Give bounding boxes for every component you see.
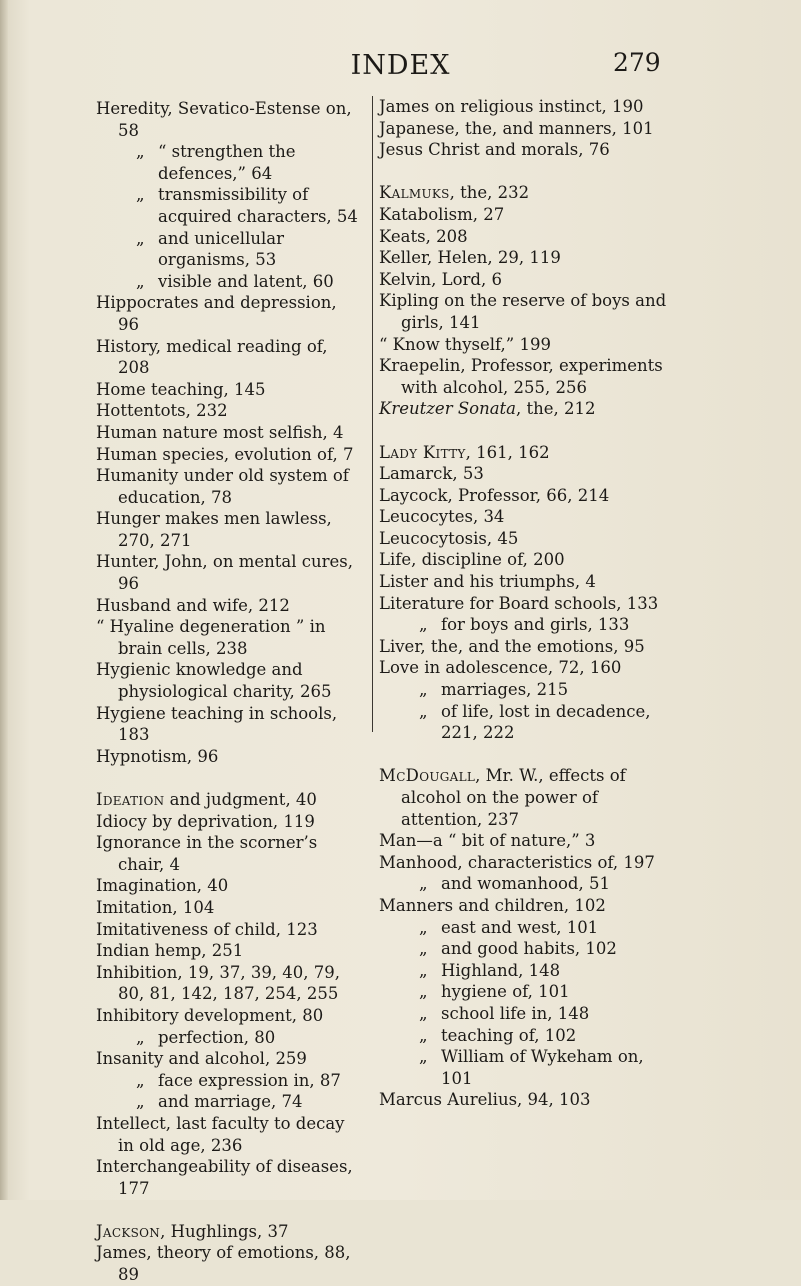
index-entry [379,636,669,658]
ditto-mark: „ [419,917,428,937]
index-entry-text: Liver, the, and the emotions, 95 [379,636,645,656]
index-subentry [379,917,669,939]
ditto-mark: „ [419,982,428,1002]
index-entry-text: , the, 232 [449,183,530,203]
index-entry [379,290,669,333]
index-entry [96,595,358,617]
index-entry [96,1242,358,1285]
ditto-mark: „ [419,1025,428,1045]
index-entry-text: marriages, 215 [441,680,569,700]
index-entry [379,506,669,528]
index-entry-text: transmissibility of acquired characters, 54 [158,185,358,226]
index-entry [96,897,358,919]
index-entry-text: Katabolism, 27 [379,204,505,224]
ditto-mark: „ [419,1003,428,1023]
index-entry [96,444,358,466]
index-entry [96,400,358,422]
index-subentry [379,679,669,701]
index-entry-text: Hygienic knowledge and physiological charity, 265 [96,660,332,702]
index-subentry [379,701,669,744]
index-entry [379,852,669,874]
index-entry-text: teaching of, 102 [441,1025,577,1045]
index-entry-text: Manners and children, 102 [379,895,606,915]
index-entry [379,528,669,550]
index-entry [379,139,669,161]
index-entry [96,659,358,702]
page-title: INDEX [350,50,451,81]
section-gap [379,161,669,183]
index-entry [96,292,358,335]
index-entry [379,182,669,204]
index-entry [96,379,358,401]
index-entry-text: and unicellular organisms, 53 [158,228,284,270]
index-entry-text: , Hughlings, 37 [160,1221,289,1241]
index-entry [379,269,669,291]
index-entry [379,549,669,571]
index-entry-text: Hypnotism, 96 [96,746,219,766]
index-entry [379,96,669,118]
index-entry [96,811,358,833]
index-entry-text: of life, lost in decadence, 221, 222 [441,701,651,743]
index-entry [379,830,669,852]
index-entry [96,1221,358,1243]
index-entry-text: Hippocrates and depression, 96 [96,293,337,334]
ditto-mark: „ [419,874,428,894]
index-subentry [96,141,358,184]
index-entry-text: , Mr. W., effects of alcohol on the power of attention, 237 [401,766,626,829]
page-binding-edge [0,0,8,1200]
index-entry-text: and marriage, 74 [158,1092,303,1112]
ditto-mark: „ [136,1070,145,1090]
index-entry-text: “ strengthen the defences,” 64 [158,142,296,183]
index-entry-text: Insanity and alcohol, 259 [96,1049,307,1069]
index-subentry [96,228,358,271]
index-entry [96,1156,358,1199]
index-entry [96,1048,358,1070]
index-entry-text: and judgment, 40 [164,790,317,809]
index-entry [379,1089,669,1111]
index-entry-text: Hottentots, 232 [96,401,228,421]
ditto-mark: „ [136,1092,145,1112]
index-entry [96,746,358,768]
index-entry [96,465,358,508]
ditto-mark: „ [419,1047,428,1067]
ditto-mark: „ [419,939,428,959]
index-entry [96,508,358,551]
index-subentry [379,614,669,636]
index-entry [96,551,358,594]
index-subentry [379,981,669,1003]
index-entry-text: Life, discipline of, 200 [379,550,565,570]
index-subentry [379,1025,669,1047]
index-entry-text: Keller, Helen, 29, 119 [379,248,561,268]
index-column-right [372,96,669,1110]
index-entry [96,919,358,941]
index-entry-text: face expression in, 87 [158,1070,341,1090]
ditto-mark: „ [419,701,428,721]
index-entry-text: for boys and girls, 133 [441,615,630,635]
index-entry-text: Imagination, 40 [96,876,229,896]
index-entry [379,247,669,269]
index-entry-text: Jesus Christ and morals, 76 [379,140,610,160]
index-subentry [379,1003,669,1025]
section-gap [96,767,358,789]
index-subentry [379,873,669,895]
index-entry-text: Hunter, John, on mental cures, 96 [96,552,353,594]
index-entry [96,940,358,962]
index-entry [379,204,669,226]
ditto-mark: „ [419,680,428,700]
index-entry [379,485,669,507]
ditto-mark: „ [136,271,145,291]
index-lead-word: McDougall [379,766,476,786]
index-entry-text: Literature for Board schools, 133 [379,593,659,613]
index-entry-text: William of Wykeham on, 101 [441,1047,644,1088]
index-entry [96,962,358,1005]
index-entry-text: Marcus Aurelius, 94, 103 [379,1090,591,1110]
ditto-mark: „ [419,960,428,980]
index-lead-word: Kalmuks [379,183,450,203]
index-lead-word: Jackson [96,1221,161,1241]
index-lead-word: Lady Kitty [379,442,466,462]
index-entry [379,895,669,917]
index-entry [96,98,358,141]
index-entry-text: Leucocytes, 34 [379,507,505,527]
page-number: 279 [613,48,661,77]
index-entry-text: and womanhood, 51 [441,874,610,894]
index-entry-text: “ Hyaline degeneration ” in brain cells, 238 [96,617,326,658]
index-entry-text: Leucocytosis, 45 [379,528,519,548]
index-entry-text: Lamarck, 53 [379,464,484,484]
index-entry-text: Heredity, Sevatico-Estense on, 58 [96,99,352,140]
index-entry-text: , 161, 162 [465,442,550,462]
index-entry-text: Love in adolescence, 72, 160 [379,658,622,678]
index-entry-text: east and west, 101 [441,917,599,937]
index-entry-text: Lister and his triumphs, 4 [379,572,596,592]
index-entry-text: James on religious instinct, 190 [379,97,644,116]
ditto-mark: „ [136,142,145,162]
index-entry-text: Human nature most selfish, 4 [96,422,344,442]
index-entry-text: Imitativeness of child, 123 [96,919,318,939]
index-entry-text: Home teaching, 145 [96,379,266,399]
ditto-mark: „ [419,615,428,635]
index-title-italic: Kreutzer Sonata [379,399,516,419]
index-subentry [379,1046,669,1089]
index-entry-text: school life in, 148 [441,1003,590,1023]
section-gap [379,744,669,766]
index-entry [379,463,669,485]
section-gap [96,1199,358,1221]
index-entry [379,571,669,593]
index-entry-text: Imitation, 104 [96,897,215,917]
index-entry-text: Human species, evolution of, 7 [96,444,354,464]
index-entry [379,334,669,356]
index-entry [96,789,358,811]
index-entry-text: Hygiene teaching in schools, 183 [96,703,338,745]
index-entry-text: hygiene of, 101 [441,982,570,1002]
index-entry [96,422,358,444]
index-entry-text: , the, 212 [516,399,596,419]
index-entry-text: Inhibitory development, 80 [96,1005,324,1025]
index-entry [96,1005,358,1027]
ditto-mark: „ [136,185,145,205]
index-entry-text: Interchangeability of diseases, 177 [96,1157,353,1198]
index-entry-text: Inhibition, 19, 37, 39, 40, 79, 80, 81, 142, 187, 254, 255 [96,962,341,1004]
index-entry-text: Ignorance in the scorner’s chair, 4 [96,833,318,874]
index-entry-text: Laycock, Professor, 66, 214 [379,485,610,505]
index-entry-text: Husband and wife, 212 [96,595,290,615]
index-entry-text: Idiocy by deprivation, 119 [96,811,315,831]
index-entry-text: Indian hemp, 251 [96,941,244,961]
index-entry [379,657,669,679]
index-entry-text: James, theory of emotions, 88, 89 [96,1243,351,1285]
index-subentry [96,1091,358,1113]
index-subentry [96,184,358,227]
index-subentry [379,938,669,960]
index-entry [96,616,358,659]
index-subentry [96,1070,358,1092]
index-entry-text: Humanity under old system of education, 78 [96,466,349,507]
index-entry [379,226,669,248]
index-subentry [96,1027,358,1049]
ditto-mark: „ [136,228,145,248]
index-entry-text: visible and latent, 60 [158,271,334,291]
ditto-mark: „ [136,1027,145,1047]
index-entry [379,355,669,398]
index-entry-text: History, medical reading of, 208 [96,336,328,378]
section-gap [379,420,669,442]
index-entry-text: Kipling on the reserve of boys and girls, 141 [379,291,667,332]
index-entry-text: and good habits, 102 [441,939,617,959]
index-entry [379,442,669,464]
index-entry [379,593,669,615]
index-entry-text: Kraepelin, Professor, experiments with alcohol, 255, 256 [379,356,663,397]
index-entry [96,703,358,746]
index-subentry [96,271,358,293]
index-entry-text: Intellect, last faculty to decay in old age, 236 [96,1113,345,1155]
index-column-left [96,98,358,1286]
index-entry-text: Manhood, characteristics of, 197 [379,852,655,872]
index-entry [379,118,669,140]
index-entry-text: “ Know thyself,” 199 [379,334,551,354]
index-entry [379,398,669,420]
index-entry [96,875,358,897]
index-entry-text: Kelvin, Lord, 6 [379,269,502,289]
index-subentry [379,960,669,982]
index-entry [379,765,669,830]
index-entry-text: Man—a “ bit of nature,” 3 [379,831,596,851]
index-entry-text: Hunger makes men lawless, 270, 271 [96,509,332,550]
index-entry [96,336,358,379]
index-lead-word: Ideation [96,790,165,809]
index-entry-text: perfection, 80 [158,1027,276,1047]
index-entry-text: Keats, 208 [379,226,468,246]
index-entry-text: Japanese, the, and manners, 101 [379,118,654,138]
index-entry [96,832,358,875]
index-entry-text: Highland, 148 [441,960,561,980]
index-entry [96,1113,358,1156]
